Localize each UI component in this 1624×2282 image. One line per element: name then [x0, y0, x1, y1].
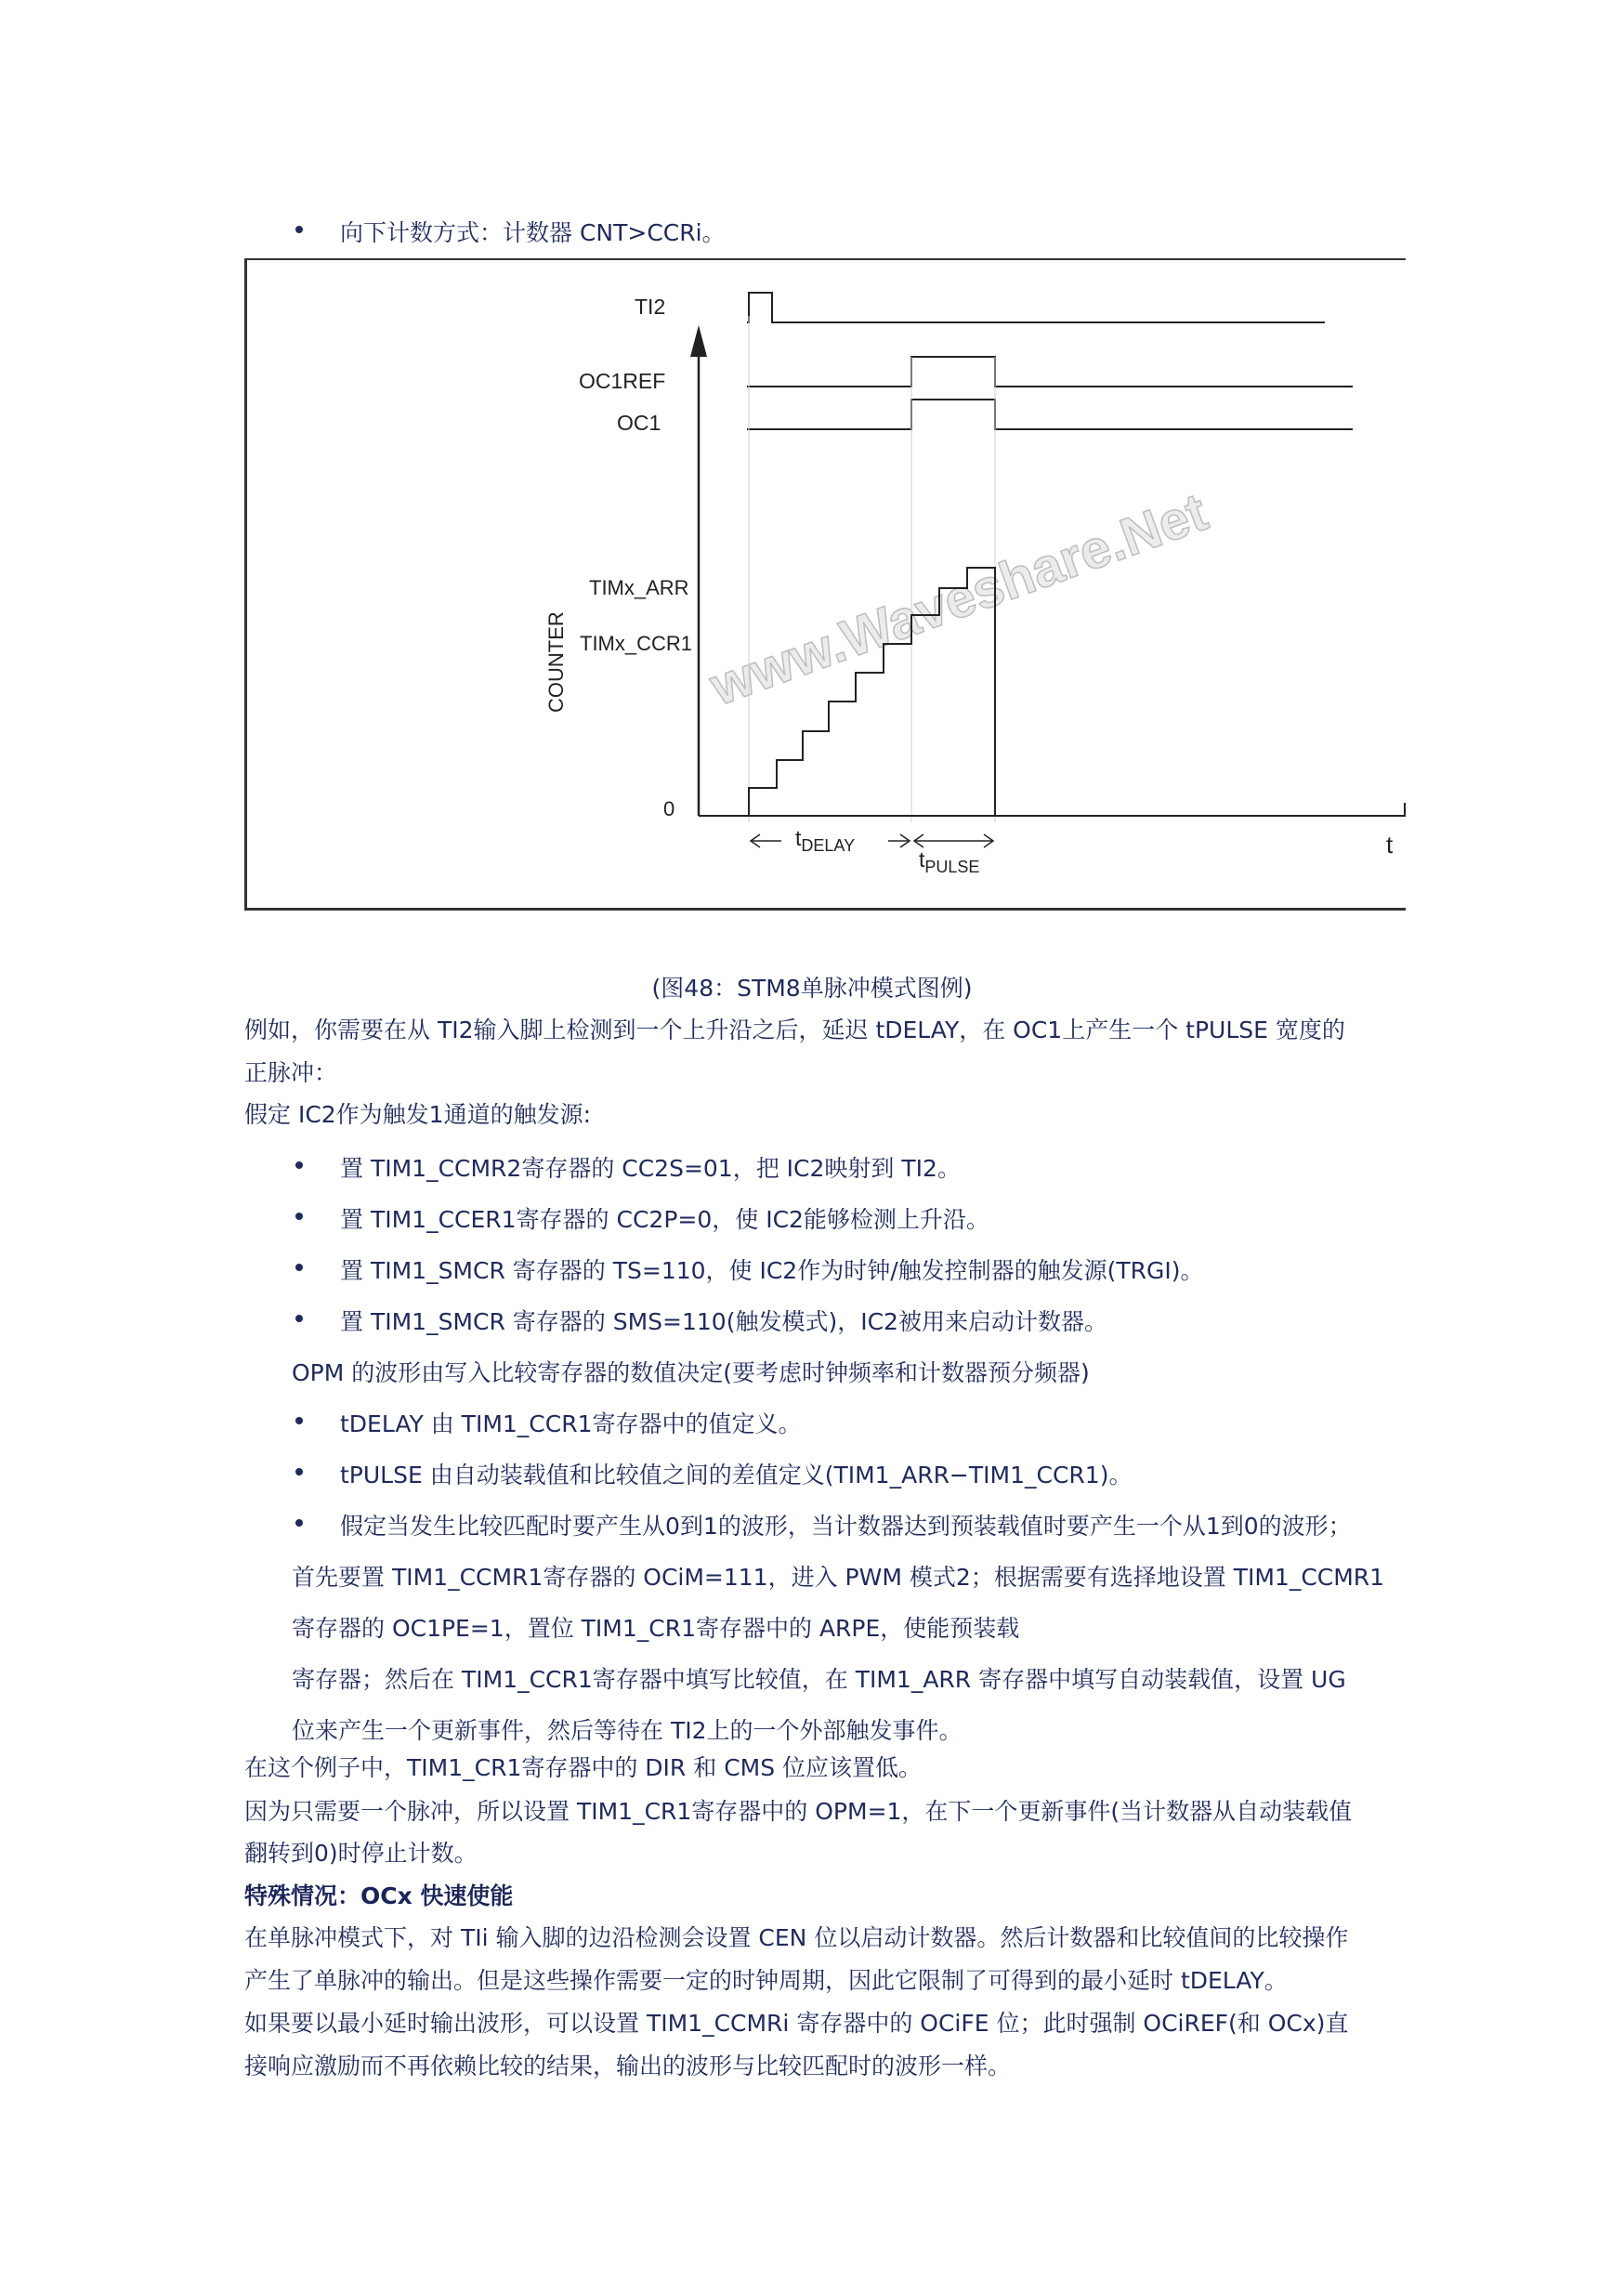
ti2-waveform: [747, 293, 1325, 322]
bullet-item: 置 TIM1_SMCR 寄存器的 TS=110，使 IC2作为时钟/触发控制器的触发源(TRGI)。: [340, 1257, 1204, 1284]
time-axis-label: t: [1386, 831, 1394, 859]
signal-label-oc1ref: OC1REF: [579, 369, 666, 393]
bullet-dot: [295, 1468, 303, 1475]
ccr1-level-label: TIMx_CCR1: [580, 632, 693, 655]
bullet-item: 置 TIM1_SMCR 寄存器的 SMS=110(触发模式)，IC2被用来启动计数器。: [340, 1308, 1107, 1335]
bullet-dot: [295, 226, 303, 233]
paragraph-line: 在单脉冲模式下，对 TIi 输入脚的边沿检测会设置 CEN 位以启动计数器。然后计数器和比较值间的比较操作: [244, 1924, 1349, 1951]
paragraph-line: 在这个例子中，TIM1_CR1寄存器中的 DIR 和 CMS 位应该置低。: [244, 1754, 923, 1781]
top-bullet-text: 向下计数方式：计数器 CNT>CCRi。: [340, 219, 726, 246]
bullet-dot: [295, 1264, 303, 1271]
paragraph-line: 翻转到0)时停止计数。: [244, 1840, 478, 1867]
paragraph-line: 因为只需要一个脉冲，所以设置 TIM1_CR1寄存器中的 OPM=1，在下一个更新事件(当计数器从自动装载值: [244, 1798, 1353, 1825]
bullet-dot: [295, 1213, 303, 1220]
bullet-dot: [295, 1417, 303, 1424]
zero-level-label: 0: [663, 797, 675, 820]
opm-line: OPM 的波形由写入比较寄存器的数值决定(要考虑时钟频率和计数器预分频器): [292, 1359, 1090, 1386]
y-axis-arrow-icon: [690, 325, 707, 357]
bullet-item: tDELAY 由 TIM1_CCR1寄存器中的值定义。: [340, 1410, 802, 1437]
paragraph-line: 如果要以最小延时输出波形，可以设置 TIM1_CCMRi 寄存器中的 OCiFE 位；此时强制 OCiREF(和 OCx)直: [244, 2010, 1349, 2037]
paragraph-line: 接响应激励而不再依赖比较的结果，输出的波形与比较匹配时的波形一样。: [244, 2052, 1012, 2079]
paragraph-line: 假定 IC2作为触发1通道的触发源:: [244, 1101, 592, 1128]
bullet-item: tPULSE 由自动装载值和比较值之间的差值定义(TIM1_ARR−TIM1_CCR1)。: [340, 1462, 1133, 1489]
paragraph-line: 产生了单脉冲的输出。但是这些操作需要一定的时钟周期，因此它限制了可得到的最小延时 tDELAY。: [244, 1967, 1288, 1994]
indented-line: 首先要置 TIM1_CCMR1寄存器的 OCiM=111，进入 PWM 模式2；根据需要有选择地设置 TIM1_CCMR1: [292, 1564, 1385, 1591]
bullet-item: 置 TIM1_CCER1寄存器的 CC2P=0，使 IC2能够检测上升沿。: [340, 1206, 989, 1233]
bullet-dot: [295, 1315, 303, 1322]
tpulse-label: $t_{PULSE}$: [919, 847, 980, 876]
section-heading: 特殊情况：OCx 快速使能: [244, 1882, 514, 1909]
bullet-dot: [295, 1519, 303, 1527]
bullet-item: 置 TIM1_CCMR2寄存器的 CC2S=01，把 IC2映射到 TI2。: [340, 1155, 961, 1182]
timing-diagram-svg: [247, 260, 1408, 912]
signal-label-oc1: OC1: [617, 411, 661, 435]
indented-line: 位来产生一个更新事件，然后等待在 TI2上的一个外部触发事件。: [292, 1717, 963, 1744]
oc1ref-waveform: [747, 357, 1353, 387]
oc1-waveform: [747, 400, 1353, 429]
watermark-text: www.Waveshare.Net: [702, 481, 1215, 717]
counter-axis-label: COUNTER: [544, 611, 568, 713]
paragraph-line: 例如，你需要在从 TI2输入脚上检测到一个上升沿之后，延迟 tDELAY，在 OC1上产生一个 tPULSE 宽度的: [244, 1016, 1345, 1043]
indented-line: 寄存器的 OC1PE=1，置位 TIM1_CR1寄存器中的 ARPE，使能预装载: [292, 1615, 1020, 1642]
paragraph-line: 正脉冲：: [244, 1059, 338, 1086]
signal-label-ti2: TI2: [635, 295, 666, 319]
timing-diagram-figure: [244, 258, 1406, 911]
figure-caption: (图48：STM8单脉冲模式图例): [651, 975, 973, 1002]
indented-line: 寄存器；然后在 TIM1_CCR1寄存器中填写比较值，在 TIM1_ARR 寄存器中填写自动装载值，设置 UG: [292, 1666, 1346, 1693]
bullet-item: 假定当发生比较匹配时要产生从0到1的波形，当计数器达到预装载值时要产生一个从1到0的波形；: [340, 1513, 1352, 1540]
tdelay-label: $t_{DELAY}$: [795, 826, 856, 855]
bullet-dot: [295, 1161, 303, 1169]
arr-level-label: TIMx_ARR: [589, 576, 689, 599]
